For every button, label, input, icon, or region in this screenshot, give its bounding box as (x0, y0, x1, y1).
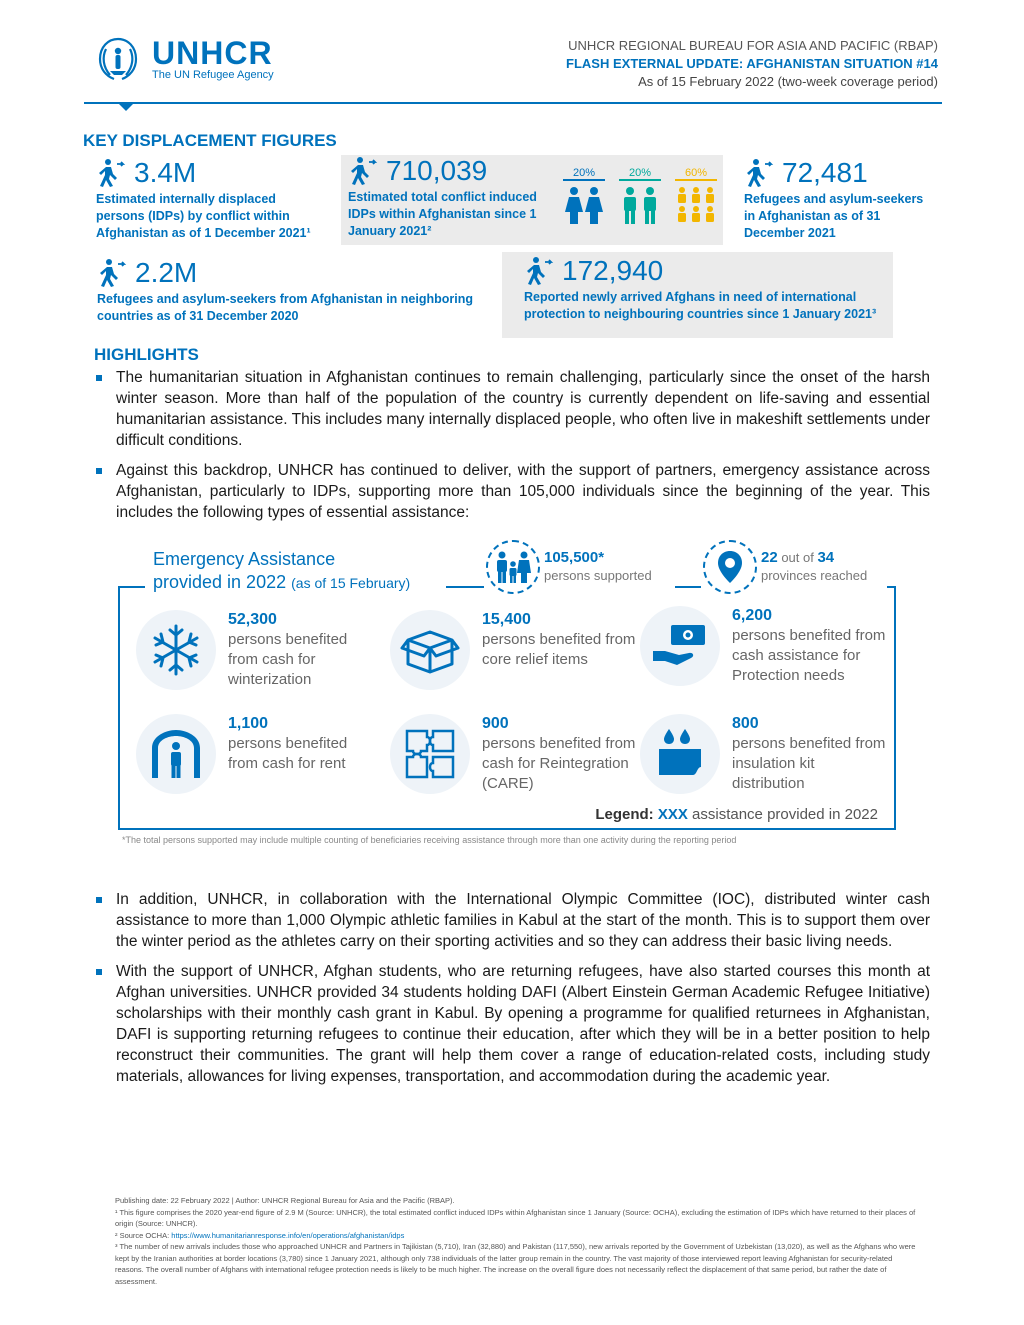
highlight-item: In addition, UNHCR, in collaboration with the International Olympic Committee (IOC), distributed winter cash assistance to more than 1,000 Olympic athletic families in Kabul at the start of the month. This is to support them over the winter period as the athletes carry on their sporting activities and so they can address their basic living needs. (94, 889, 930, 952)
assistance-item-core-relief (390, 610, 640, 690)
highlight-item: The humanitarian situation in Afghanistan continues to remain challenging, particularly since the onset of the harsh winter season. More than half of the population of the country is currently dependent on life-saving and essential humanitarian assistance. This includes many internally displaced people, who often live in makeshift settlements under difficult conditions. (94, 367, 930, 451)
highlight-item: Against this backdrop, UNHCR has continued to deliver, with the support of partners, emergency assistance across Afghanistan, particularly to IDPs, supporting more than 105,000 individuals since the beginning of the year. This includes the following types of essential assistance: (94, 460, 930, 523)
walking-person-icon (97, 258, 127, 288)
provinces-reached-summary (703, 540, 867, 594)
key-figures-title: KEY DISPLACEMENT FIGURES (83, 131, 337, 150)
highlights-list-top (94, 367, 930, 532)
figure-refugees-in-afg-value: 72,481 (782, 157, 868, 188)
assistance-item-protection-cash (640, 606, 890, 686)
frame-top-segment (887, 586, 896, 588)
figure-refugees-in-afg-desc: Refugees and asylum-seekers in Afghanistan as of 31 December 2021 (744, 192, 924, 240)
header-divider (84, 102, 942, 104)
ocha-link[interactable]: https://www.humanitarianresponse.info/en/operations/afghanistan/idps (171, 1230, 405, 1240)
legend-label: Legend: (595, 806, 654, 823)
assistance-value: 6,200 (732, 607, 773, 624)
highlights-title: HIGHLIGHTS (94, 345, 199, 364)
footnote-1: ¹ This figure comprises the 2020 year-end figure of 2.9 M (Source: UNHCR), the total estimated conflict induced IDPs within Afghanistan since 1 January (Source: OCHA), excluding the estimation of IDPs which have returned to their places of origin (Source: UNHCR). (115, 1207, 916, 1228)
insulation-kit-icon (640, 714, 720, 794)
snowflake-icon (136, 610, 216, 690)
walking-person-icon (96, 158, 126, 188)
assistance-value: 900 (482, 715, 509, 732)
women-icon (563, 186, 605, 224)
assistance-text: persons benefited from cash for rent (228, 735, 348, 772)
family-icon (486, 540, 540, 594)
assistance-text: persons benefited from cash for winterization (228, 631, 348, 688)
figure-new-arrivals-value: 172,940 (562, 255, 664, 286)
figure-refugees-neighboring (97, 257, 477, 325)
figure-idps-total-desc: Estimated internally displaced persons (IDPs) by conflict within Afghanistan as of 1 December 2021¹ (96, 192, 311, 240)
assistance-item-winterization (136, 610, 368, 690)
frame-top-segment (446, 586, 484, 588)
assistance-value: 15,400 (482, 611, 531, 628)
logo-tagline: The UN Refugee Agency (152, 69, 274, 81)
walking-person-icon (744, 158, 774, 188)
shelter-icon (136, 714, 216, 794)
pct-children: 60% (675, 167, 717, 181)
assistance-item-reintegration (390, 714, 640, 794)
emergency-title-date: (as of 15 February) (291, 575, 411, 591)
footnote-2: ² Source OCHA: (115, 1230, 170, 1240)
provinces-total: 34 (817, 549, 835, 566)
assistance-item-insulation (640, 714, 890, 794)
children-icon (675, 186, 717, 224)
assistance-text: persons benefited from cash assistance for Protection needs (732, 627, 886, 684)
persons-supported-label: persons supported (544, 568, 652, 583)
figure-conflict-idps-box (341, 155, 723, 245)
assistance-value: 800 (732, 715, 759, 732)
report-date: As of 15 February 2022 (two-week coverage period) (638, 74, 938, 89)
emergency-title-line2: provided in 2022 (153, 572, 287, 592)
frame-top-segment (675, 586, 701, 588)
footnote-3: ³ The number of new arrivals includes those who approached UNHCR and Partners in Tajikistan (5,710), Iran (32,880) and Pakistan (117,550), new arrivals reported by the Government of Uzbekistan (13,020), as well as the Afghans who were kept by the Iranian authorities at border locations (3,780) since 1 January 2021, although only 738 individuals of the latter group remain in the country. The vast majority of those interviewed report leaving Afghanistan for security-related reasons. The overall number of Afghans with international refugee protection needs is likely to be much higher. The increase on the overall figure does not necessarily reflect the displacement of that same period, but rather the date of assessment. (115, 1242, 916, 1286)
emergency-footnote: *The total persons supported may include multiple counting of beneficiaries receiving assistance through more than one activity during the reporting period (122, 835, 737, 845)
figure-new-arrivals-desc: Reported newly arrived Afghans in need of international protection to neighbouring countries since 1 January 2021³ (524, 290, 877, 321)
bureau-name: UNHCR REGIONAL BUREAU FOR ASIA AND PACIFIC (RBAP) (568, 38, 938, 53)
provinces-reached-label: provinces reached (761, 568, 868, 583)
box-icon (390, 610, 470, 690)
men-icon (619, 186, 661, 224)
map-pin-icon (703, 540, 757, 594)
walking-person-icon (348, 156, 378, 186)
assistance-value: 52,300 (228, 611, 277, 628)
figure-refugees-in-afg (744, 157, 934, 242)
report-header (566, 37, 938, 91)
assistance-value: 1,100 (228, 715, 269, 732)
figure-conflict-idps-value: 710,039 (386, 155, 488, 186)
assistance-text: persons benefited from insulation kit distribution (732, 735, 886, 792)
highlight-item: With the support of UNHCR, Afghan students, who are returning refugees, have also started courses this month at Afghan universities. UNHCR provided 34 students holding DAFI (Albert Einstein German Academic Refugee Initiative) scholarships with their monthly cash grant in Kabul. By opening a programme for qualified returnees in Afghanistan, DAFI is supporting returning refugees to continue their education, after which they will be in a better position to help reconstruct their communities. The grant will help them cover a range of education-related costs, including study materials, allowances for living expenses, transportation, and accommodation during the academic year. (94, 961, 930, 1087)
publishing-info: Publishing date: 22 February 2022 | Author: UNHCR Regional Bureau for Asia and the Pacific (RBAP). (115, 1196, 455, 1205)
assistance-text: persons benefited from core relief items (482, 631, 636, 668)
footnotes (115, 1195, 917, 1287)
provinces-reached-value: 22 (761, 549, 778, 566)
assistance-item-rent (136, 714, 368, 794)
legend-sample: XXX (657, 806, 688, 823)
figure-conflict-idps-desc: Estimated total conflict induced IDPs within Afghanistan since 1 January 2021² (348, 190, 537, 238)
walking-person-icon (524, 256, 554, 286)
cash-hand-icon (640, 606, 720, 686)
figure-refugees-neighboring-desc: Refugees and asylum-seekers from Afghanistan in neighboring countries as of 31 December 2020 (97, 292, 474, 323)
pct-women: 20% (563, 167, 605, 181)
figure-idps-total-value: 3.4M (134, 157, 197, 188)
emergency-assistance-title (153, 548, 410, 595)
logo-wordmark: UNHCR (152, 35, 273, 71)
report-title: FLASH EXTERNAL UPDATE: AFGHANISTAN SITUATION #14 (566, 56, 938, 71)
figure-new-arrivals-box (502, 252, 893, 338)
frame-top-segment (118, 586, 145, 588)
assistance-legend (595, 806, 878, 823)
unhcr-logo (92, 34, 292, 84)
figure-refugees-neighboring-value: 2.2M (135, 257, 198, 288)
highlights-list-bottom (94, 889, 930, 1096)
persons-supported-summary (486, 540, 652, 594)
header-divider-notch (118, 103, 134, 111)
provinces-out-of: out of (781, 550, 814, 565)
unhcr-emblem-icon (92, 35, 144, 83)
figure-idps-total (96, 157, 321, 242)
puzzle-icon (390, 714, 470, 794)
legend-text: assistance provided in 2022 (692, 806, 878, 823)
persons-supported-value: 105,500* (544, 549, 605, 566)
emergency-title-line1: Emergency Assistance (153, 549, 336, 569)
assistance-text: persons benefited from cash for Reintegration (CARE) (482, 735, 636, 792)
pct-men: 20% (619, 167, 661, 181)
